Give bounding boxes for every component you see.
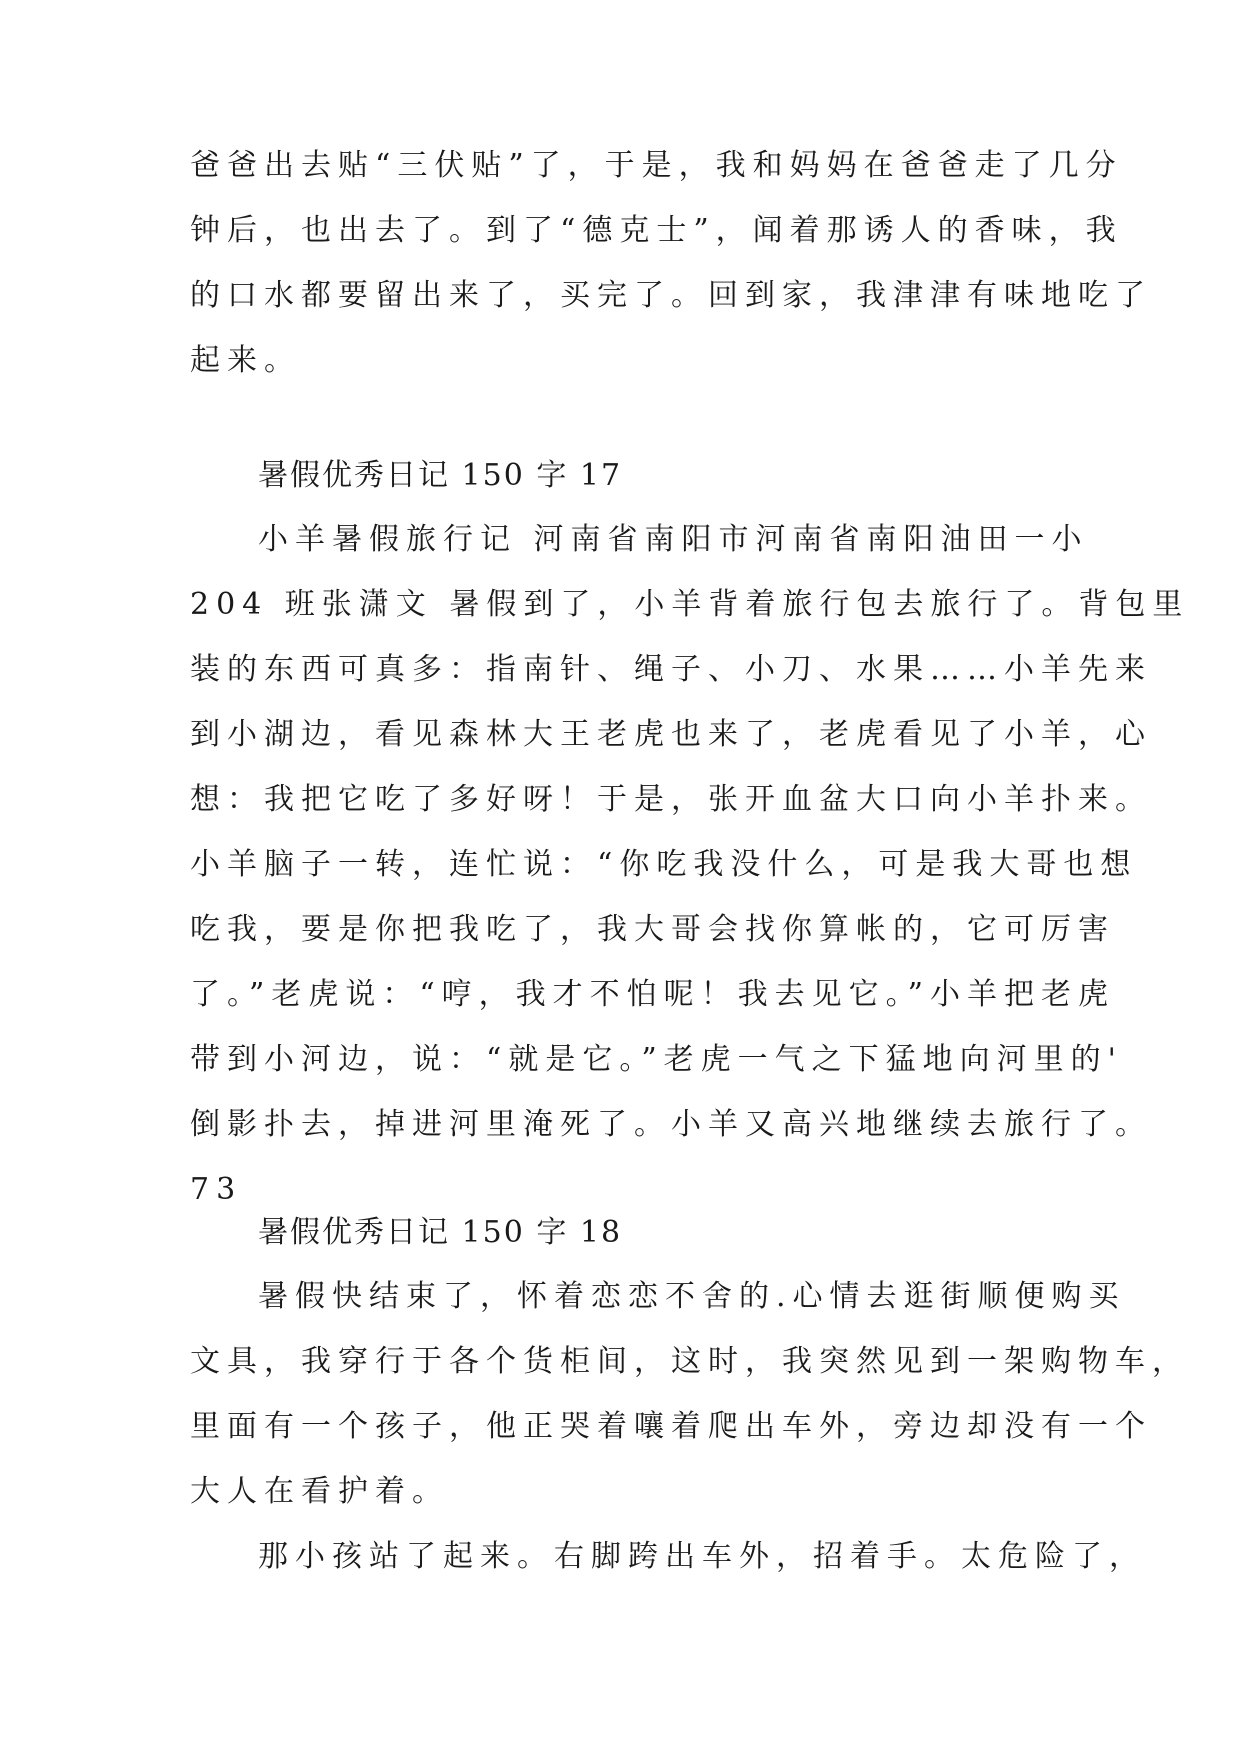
paragraph-17: [190, 507, 1190, 1222]
section-18-heading: 暑假优秀日记 150 字 18: [258, 1215, 623, 1250]
text-line: 大人在看护着。: [190, 1474, 449, 1509]
text-line: 小羊暑假旅行记 河南省南阳市河南省南阳油田一小: [258, 522, 1089, 557]
text-line: 暑假快结束了，怀着恋恋不舍的.心情去逛街顺便购买: [258, 1279, 1126, 1314]
text-line: 里面有一个孩子，他正哭着嚷着爬出车外，旁边却没有一个: [190, 1409, 1152, 1444]
text-line: 钟后，也出去了。到了“德克士”，闻着那诱人的香味，我: [190, 213, 1123, 248]
text-line: 起来。: [190, 343, 301, 378]
text-line: 爸爸出去贴“三伏贴”了，于是，我和妈妈在爸爸走了几分: [190, 148, 1123, 183]
text-line: 的口水都要留出来了，买完了。回到家，我津津有味地吃了: [190, 278, 1152, 313]
text-line: 到小湖边，看见森林大王老虎也来了，老虎看见了小羊，心: [190, 717, 1152, 752]
text-line: 带到小河边，说：“就是它。”老虎一气之下猛地向河里的': [190, 1042, 1123, 1077]
text-line: 吃我，要是你把我吃了，我大哥会找你算帐的，它可厉害: [190, 912, 1115, 947]
paragraph-prev: [190, 133, 1152, 393]
paragraph-18: [190, 1264, 1189, 1589]
text-line: 想：我把它吃了多好呀！于是，张开血盆大口向小羊扑来。: [190, 782, 1152, 817]
text-line: 73: [190, 1172, 243, 1207]
text-line: 装的东西可真多：指南针、绳子、小刀、水果……小羊先来: [190, 652, 1152, 687]
text-line: 了。”老虎说：“哼，我才不怕呢！我去见它。”小羊把老虎: [190, 977, 1116, 1012]
text-line: 小羊脑子一转，连忙说：“你吃我没什么，可是我大哥也想: [190, 847, 1138, 882]
text-line: 文具，我穿行于各个货柜间，这时，我突然见到一架购物车，: [190, 1344, 1189, 1379]
text-line: 那小孩站了起来。右脚跨出车外，招着手。太危险了，: [258, 1539, 1146, 1574]
section-17-heading: 暑假优秀日记 150 字 17: [258, 458, 623, 493]
text-line: 倒影扑去，掉进河里淹死了。小羊又高兴地继续去旅行了。: [190, 1107, 1152, 1142]
text-line: 204 班张潇文 暑假到了，小羊背着旅行包去旅行了。背包里: [190, 587, 1190, 622]
